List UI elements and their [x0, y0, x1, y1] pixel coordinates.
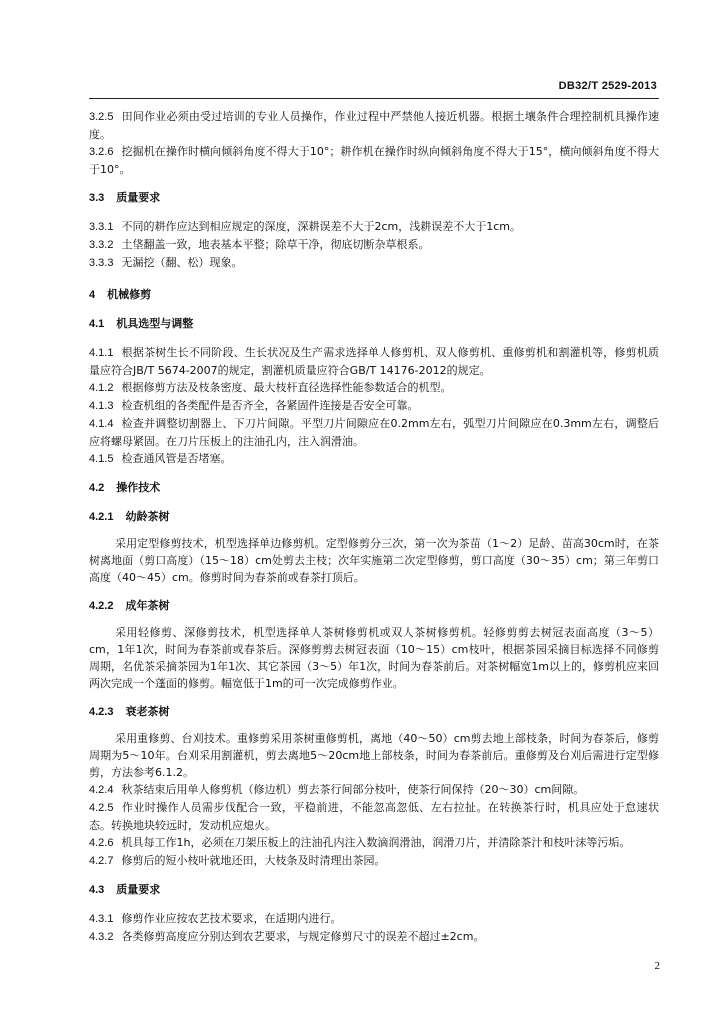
clause-number: 4.3.2 [89, 931, 114, 943]
clause-4-3-2 [89, 928, 659, 946]
clause-4-2-4 [89, 781, 659, 799]
clause-text: 机具每工作1h，必须在刀架压板上的注油孔内注入数滴润滑油，润滑刀片，并清除茶汁和枝叶沫等污垢。 [121, 836, 631, 849]
document-body [89, 108, 659, 946]
clause-text: 作业时操作人员需步伐配合一致，平稳前进，不能忽高忽低、左右拉扯。在转换茶行时，机具应处于怠速状态。转换地块较远时，发动机应熄火。 [89, 801, 659, 832]
paragraph-4-2-2: 采用轻修剪、深修剪技术，机型选择单人茶树修剪机或双人茶树修剪机。轻修剪剪去树冠表面高度（3～5）cm，1年1次，时间为春茶前或春茶后。深修剪剪去树冠表面（10～15）cm枝叶，根据茶园采摘目标选择不同修剪周期，名优茶采摘茶园为1年1次、其它茶园（3～5）年1次，时间为春茶前后。对茶树幅宽1m以上的，修剪机应来回两次完成一个蓬面的修剪。幅宽低于1m的可一次完成修剪作业。 [89, 626, 659, 690]
clause-text: 土垡翻盖一致，地表基本平整；除草干净，彻底切断杂草根系。 [121, 238, 430, 251]
clause-text: 根据修剪方法及枝条密度、最大枝杆直径选择性能参数适合的机型。 [121, 381, 452, 394]
clause-number: 4.2.5 [89, 802, 114, 814]
section-number: 3.3 [89, 192, 105, 204]
clause-number: 3.3.1 [89, 221, 114, 233]
clause-number: 3.3.2 [89, 239, 114, 251]
subsection-heading-4-2-1 [89, 508, 659, 526]
clause-number: 4.1.5 [89, 453, 114, 465]
clause-text: 不同的耕作应达到相应规定的深度，深耕误差不大于2cm，浅耕误差不大于1cm。 [121, 220, 521, 233]
section-heading-4-3 [89, 881, 659, 899]
clause-text: 无漏挖（翻、松）现象。 [121, 256, 243, 269]
clause-text: 各类修剪高度应分别达到农艺要求，与规定修剪尺寸的误差不超过±2cm。 [121, 930, 485, 943]
clause-3-3-2 [89, 236, 659, 254]
page-number: 2 [654, 960, 660, 972]
clause-number: 4.2.6 [89, 837, 114, 849]
subsection-number: 4.2.1 [89, 511, 114, 523]
clause-number: 4.1.2 [89, 382, 114, 394]
clause-text: 田间作业必须由受过培训的专业人员操作，作业过程中严禁他人接近机器。根据土壤条件合理控制机具操作速度。 [89, 110, 659, 141]
clause-number: 4.2.4 [89, 784, 114, 796]
chapter-title: 机械修剪 [107, 288, 152, 301]
paragraph-4-2-3: 采用重修剪、台刈技术。重修剪采用茶树重修剪机，离地（40～50）cm剪去地上部枝条，时间为春茶后，修剪周期为5～10年。台刈采用割灌机，剪去离地5～20cm地上部枝条，时间为春茶前后。重修剪及台刈后需进行定型修剪，方法参考6.1.2。 [89, 732, 659, 779]
clause-text: 检查并调整切割器上、下刀片间隙。平型刀片间隙应在0.2mm左右，弧型刀片间隙应在0.3mm左右，调整后应将螺母紧固。在刀片压板上的注油孔内，注入润滑油。 [89, 417, 659, 448]
clause-number: 3.2.5 [89, 111, 114, 123]
clause-4-1-4 [89, 415, 659, 450]
clause-number: 4.1.1 [89, 347, 114, 359]
clause-text: 根据茶树生长不同阶段、生长状况及生产需求选择单人修剪机、双人修剪机、重修剪机和割灌机等，修剪机质量应符合JB/T 5674-2007的规定，割灌机质量应符合GB/T 14176-2012的规定。 [89, 346, 659, 377]
paragraph-4-2-1: 采用定型修剪技术，机型选择单边修剪机。定型修剪分三次，第一次为茶苗（1～2）足龄、苗高30cm时，在茶树离地面（剪口高度）（15～18）cm处剪去主枝；次年实施第二次定型修剪，剪口高度（30～35）cm；第三年剪口高度（40～45）cm。修剪时间为春茶前或春茶打顶后。 [89, 537, 659, 584]
clause-4-1-3 [89, 397, 659, 415]
clause-3-2-5 [89, 108, 659, 143]
chapter-number: 4 [89, 289, 96, 301]
subsection-title: 幼龄茶树 [125, 510, 170, 523]
clause-text: 检查机组的各类配件是否齐全，各紧固件连接是否安全可靠。 [121, 399, 419, 412]
section-title: 机具选型与调整 [116, 317, 194, 330]
section-heading-3-3 [89, 189, 659, 207]
clause-number: 3.3.3 [89, 257, 114, 269]
section-title: 质量要求 [116, 883, 161, 896]
clause-number: 4.3.1 [89, 913, 114, 925]
subsection-title: 成年茶树 [125, 599, 170, 612]
subsection-heading-4-2-2 [89, 597, 659, 615]
section-number: 4.3 [89, 884, 105, 896]
clause-number: 4.1.4 [89, 418, 114, 430]
subsection-heading-4-2-3 [89, 703, 659, 721]
section-number: 4.2 [89, 482, 105, 494]
clause-number: 4.1.3 [89, 400, 114, 412]
clause-text: 修剪后的短小枝叶就地还田，大枝条及时清理出茶园。 [121, 854, 386, 867]
clause-text: 修剪作业应按农艺技术要求，在适期内进行。 [121, 912, 342, 925]
clause-4-1-1 [89, 344, 659, 379]
section-heading-4-2 [89, 479, 659, 497]
subsection-number: 4.2.2 [89, 600, 114, 612]
clause-text: 秋茶结束后用单人修剪机（修边机）剪去茶行间部分枝叶，使茶行间保持（20～30）cm间隙。 [121, 783, 585, 796]
clause-3-2-6 [89, 143, 659, 178]
clause-4-1-5 [89, 450, 659, 468]
header-rule [89, 98, 659, 99]
clause-number: 4.2.7 [89, 855, 114, 867]
clause-3-3-1 [89, 218, 659, 236]
section-number: 4.1 [89, 318, 105, 330]
clause-4-3-1 [89, 910, 659, 928]
document-code: DB32/T 2529-2013 [558, 80, 657, 92]
subsection-title: 衰老茶树 [125, 705, 170, 718]
clause-4-2-5 [89, 799, 659, 834]
clause-4-2-6 [89, 834, 659, 852]
section-title: 质量要求 [116, 191, 161, 204]
clause-text: 检查通风管是否堵塞。 [121, 452, 232, 465]
subsection-number: 4.2.3 [89, 706, 114, 718]
clause-text: 挖掘机在操作时横向倾斜角度不得大于10°；耕作机在操作时纵向倾斜角度不得大于15°，横向倾斜角度不得大于10°。 [89, 145, 659, 176]
chapter-heading-4 [89, 286, 659, 304]
clause-4-1-2 [89, 379, 659, 397]
section-heading-4-1 [89, 315, 659, 333]
clause-3-3-3 [89, 254, 659, 272]
clause-4-2-7 [89, 852, 659, 870]
section-title: 操作技术 [116, 481, 161, 494]
clause-number: 3.2.6 [89, 146, 114, 158]
